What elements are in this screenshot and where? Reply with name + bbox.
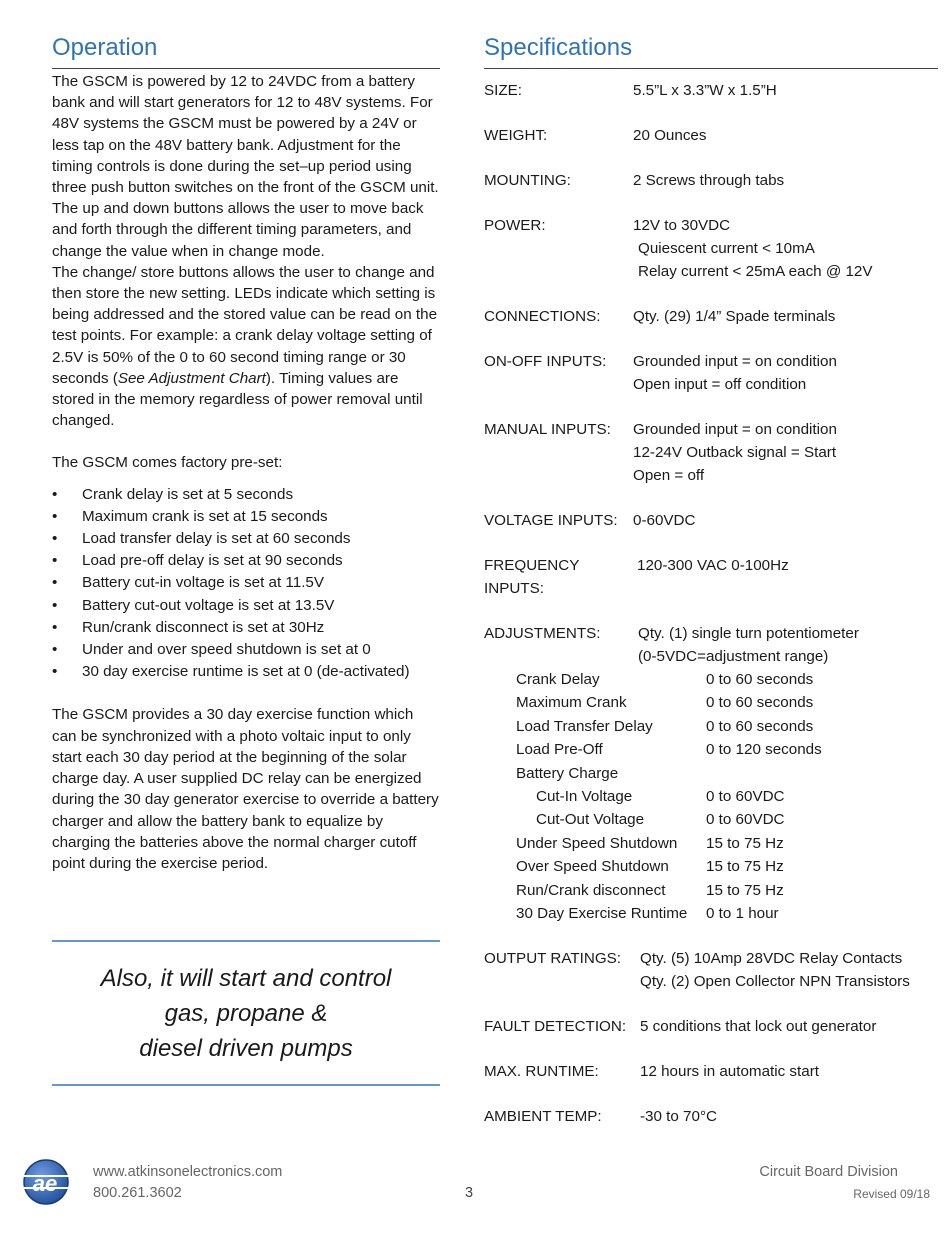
list-item-text: Battery cut-in voltage is set at 11.5V	[82, 574, 324, 592]
spec-value: 0-60VDC	[633, 512, 696, 529]
spec-label: WEIGHT:	[484, 127, 548, 144]
spec-weight	[484, 124, 938, 147]
spec-value: Qty. (29) 1/4” Spade terminals	[633, 308, 836, 325]
adjustment-row	[484, 855, 938, 878]
spec-connections	[484, 305, 938, 328]
spec-label: ON-OFF INPUTS:	[484, 353, 607, 370]
spec-voltage-inputs	[484, 509, 938, 532]
footer-phone: 800.261.3602	[93, 1185, 182, 1201]
footer-revised: Revised 09/18	[853, 1187, 930, 1201]
spec-label: MOUNTING:	[484, 172, 571, 189]
spec-adjustments	[484, 622, 938, 925]
bullet-icon: •	[52, 552, 58, 570]
adjustment-name: Maximum Crank	[516, 694, 627, 712]
spec-value: 12 hours in automatic start	[640, 1063, 819, 1081]
spec-onoff-inputs	[484, 350, 938, 396]
spec-max-runtime	[484, 1060, 938, 1083]
adjustment-range: 0 to 60VDC	[706, 788, 785, 806]
adjustment-row	[484, 691, 938, 714]
adjustment-name: Cut-Out Voltage	[536, 811, 645, 829]
list-item-text: 30 day exercise runtime is set at 0 (de-activated)	[82, 663, 410, 681]
spec-ambient-temp	[484, 1105, 938, 1128]
adjustment-name: 30 Day Exercise Runtime	[516, 905, 688, 923]
spec-value: Grounded input = on condition	[633, 353, 837, 370]
adjustment-row	[484, 785, 938, 808]
specifications-section	[484, 30, 938, 1150]
adjustment-range: 0 to 1 hour	[706, 905, 779, 923]
adjustment-row	[484, 715, 938, 738]
adjustment-row	[484, 879, 938, 902]
spec-mounting	[484, 169, 938, 192]
paragraph-2-text-b: ). Timing values are stored in the memory regardless of power removal until changed.	[52, 369, 423, 430]
spec-size	[484, 79, 938, 102]
spec-output-ratings	[484, 947, 938, 993]
spec-power	[484, 214, 938, 283]
spec-label: FAULT DETECTION:	[484, 1018, 627, 1036]
operation-section	[52, 30, 440, 874]
adjustment-row	[484, 902, 938, 925]
spec-value: Grounded input = on condition	[633, 421, 837, 438]
list-item-text: Load transfer delay is set at 60 seconds	[82, 530, 351, 548]
adjustment-row	[484, 762, 938, 785]
bullet-icon: •	[52, 485, 58, 503]
spec-value: Qty. (5) 10Amp 28VDC Relay Contacts	[640, 950, 903, 968]
spec-value: -30 to 70°C	[640, 1108, 717, 1126]
list-item	[52, 484, 440, 506]
list-item-text: Run/crank disconnect is set at 30Hz	[82, 618, 325, 636]
footer-website[interactable]: www.atkinsonelectronics.com	[93, 1164, 283, 1180]
paragraph-2-text-a: The change/ store buttons allows the user to change and then store the new setting. LEDs indicate which setting is being addressed and the stored value can be read on the test points. For example: a crank delay voltage setting of 2.5V is 50% of the 0 to 60 second timing range or 30 seconds (	[52, 263, 438, 387]
footer-division: Circuit Board Division	[759, 1164, 898, 1180]
operation-paragraph-1: The GSCM is powered by 12 to 24VDC from a battery bank and will start generators for 12 to 48V systems. For 48V systems the GSCM must be powered by a 24V or less tap on the 48V battery bank. Adjustment for the timing controls is done during the set–up period using three push button switches on the front of the GSCM unit. The up and down buttons allows the user to move back and forth through the different timing parameters, and change the value when in change mode.	[52, 73, 439, 260]
spec-label: CONNECTIONS:	[484, 308, 601, 325]
spec-label: ADJUSTMENTS:	[484, 625, 601, 642]
callout-line-3: diesel driven pumps	[139, 1034, 353, 1062]
spec-label: VOLTAGE INPUTS:	[484, 512, 618, 529]
adjustment-range: 15 to 75 Hz	[706, 834, 784, 852]
spec-value: Open input = off condition	[633, 376, 807, 393]
page-number: 3	[465, 1185, 474, 1201]
company-logo	[18, 1158, 72, 1206]
spec-value: Quiescent current < 10mA	[638, 240, 815, 257]
spec-value: Qty. (1) single turn potentiometer	[638, 625, 859, 642]
callout-line-2: gas, propane &	[164, 999, 328, 1027]
bullet-icon: •	[52, 596, 58, 614]
operation-divider	[52, 68, 440, 69]
list-item-text: Under and over speed shutdown is set at 0	[82, 641, 371, 659]
bullet-icon: •	[52, 530, 58, 548]
spec-value: 12-24V Outback signal = Start	[633, 444, 837, 461]
bullet-icon: •	[52, 641, 58, 659]
list-item	[52, 595, 440, 617]
adjustment-row	[484, 808, 938, 831]
list-item-text: Battery cut-out voltage is set at 13.5V	[82, 596, 335, 614]
operation-heading: Operation	[52, 34, 158, 61]
list-item-text: Crank delay is set at 5 seconds	[82, 485, 294, 503]
adjustment-range: 0 to 60 seconds	[706, 671, 814, 688]
adjustment-name: Load Transfer Delay	[516, 717, 653, 735]
adjustment-row	[484, 738, 938, 761]
preset-list	[52, 484, 440, 684]
adjustment-name: Load Pre-Off	[516, 741, 603, 759]
logo-text: ae	[32, 1171, 58, 1196]
spec-value: 5.5”L x 3.3”W x 1.5”H	[633, 82, 777, 99]
callout-line-1: Also, it will start and control	[100, 964, 392, 992]
spec-label: MAX. RUNTIME:	[484, 1063, 599, 1081]
adjustment-range: 0 to 60VDC	[706, 811, 785, 829]
adjustment-name: Over Speed Shutdown	[516, 858, 669, 876]
specifications-divider	[484, 68, 938, 69]
adjustment-chart-reference: See Adjustment Chart	[117, 369, 266, 387]
specifications-heading: Specifications	[484, 34, 633, 61]
adjustment-name: Under Speed Shutdown	[516, 834, 678, 852]
spec-value: 12V to 30VDC	[633, 217, 731, 234]
callout-box	[52, 940, 440, 1086]
adjustment-name: Cut-In Voltage	[536, 788, 633, 806]
spec-label: AMBIENT TEMP:	[484, 1108, 602, 1126]
list-item-text: Load pre-off delay is set at 90 seconds	[82, 552, 343, 570]
adjustment-range: 0 to 60 seconds	[706, 717, 814, 735]
spec-label: SIZE:	[484, 82, 522, 99]
adjustment-range: 15 to 75 Hz	[706, 858, 784, 876]
spec-value: Qty. (2) Open Collector NPN Transistors	[640, 973, 910, 991]
list-item	[52, 661, 440, 683]
spec-label: POWER:	[484, 217, 546, 234]
list-item	[52, 572, 440, 594]
list-item	[52, 617, 440, 639]
spec-label: FREQUENCY INPUTS:	[484, 557, 580, 597]
preset-intro: The GSCM comes factory pre-set:	[52, 454, 283, 472]
list-item-text: Maximum crank is set at 15 seconds	[82, 507, 328, 525]
operation-paragraph-3: The GSCM provides a 30 day exercise function which can be synchronized with a photo voltaic input to only start each 30 day period at the beginning of the solar charge day. A user supplied DC relay can be energized during the 30 day generator exercise to override a battery charger and allow the battery bank to equalize by charging the batteries above the normal charger cutoff point during the exercise period.	[52, 706, 439, 872]
spec-label: MANUAL INPUTS:	[484, 421, 611, 438]
adjustment-name: Battery Charge	[516, 764, 619, 782]
spec-value: 120-300 VAC 0-100Hz	[637, 557, 789, 574]
adjustment-range: 0 to 120 seconds	[706, 741, 822, 759]
spec-value: Relay current < 25mA each @ 12V	[638, 263, 873, 280]
list-item	[52, 639, 440, 661]
adjustment-range: 0 to 60 seconds	[706, 694, 814, 712]
adjustment-name: Crank Delay	[516, 671, 600, 688]
spec-manual-inputs	[484, 418, 938, 487]
list-item	[52, 506, 440, 528]
spec-label: OUTPUT RATINGS:	[484, 950, 621, 968]
spec-value: 2 Screws through tabs	[633, 172, 785, 189]
adjustment-range: 15 to 75 Hz	[706, 881, 784, 899]
spec-value: 5 conditions that lock out generator	[640, 1018, 877, 1036]
spec-value: 20 Ounces	[633, 127, 707, 144]
spec-fault-detection	[484, 1015, 938, 1038]
spec-frequency-inputs	[484, 554, 938, 600]
spec-value: (0-5VDC=adjustment range)	[638, 648, 829, 665]
spec-value: Open = off	[633, 467, 705, 484]
adjustment-row	[484, 668, 938, 691]
adjustment-name: Run/Crank disconnect	[516, 881, 666, 899]
list-item	[52, 528, 440, 550]
bullet-icon: •	[52, 618, 58, 636]
bullet-icon: •	[52, 663, 58, 681]
list-item	[52, 550, 440, 572]
operation-paragraph-2	[52, 262, 440, 432]
bullet-icon: •	[52, 507, 58, 525]
adjustment-row	[484, 832, 938, 855]
bullet-icon: •	[52, 574, 58, 592]
